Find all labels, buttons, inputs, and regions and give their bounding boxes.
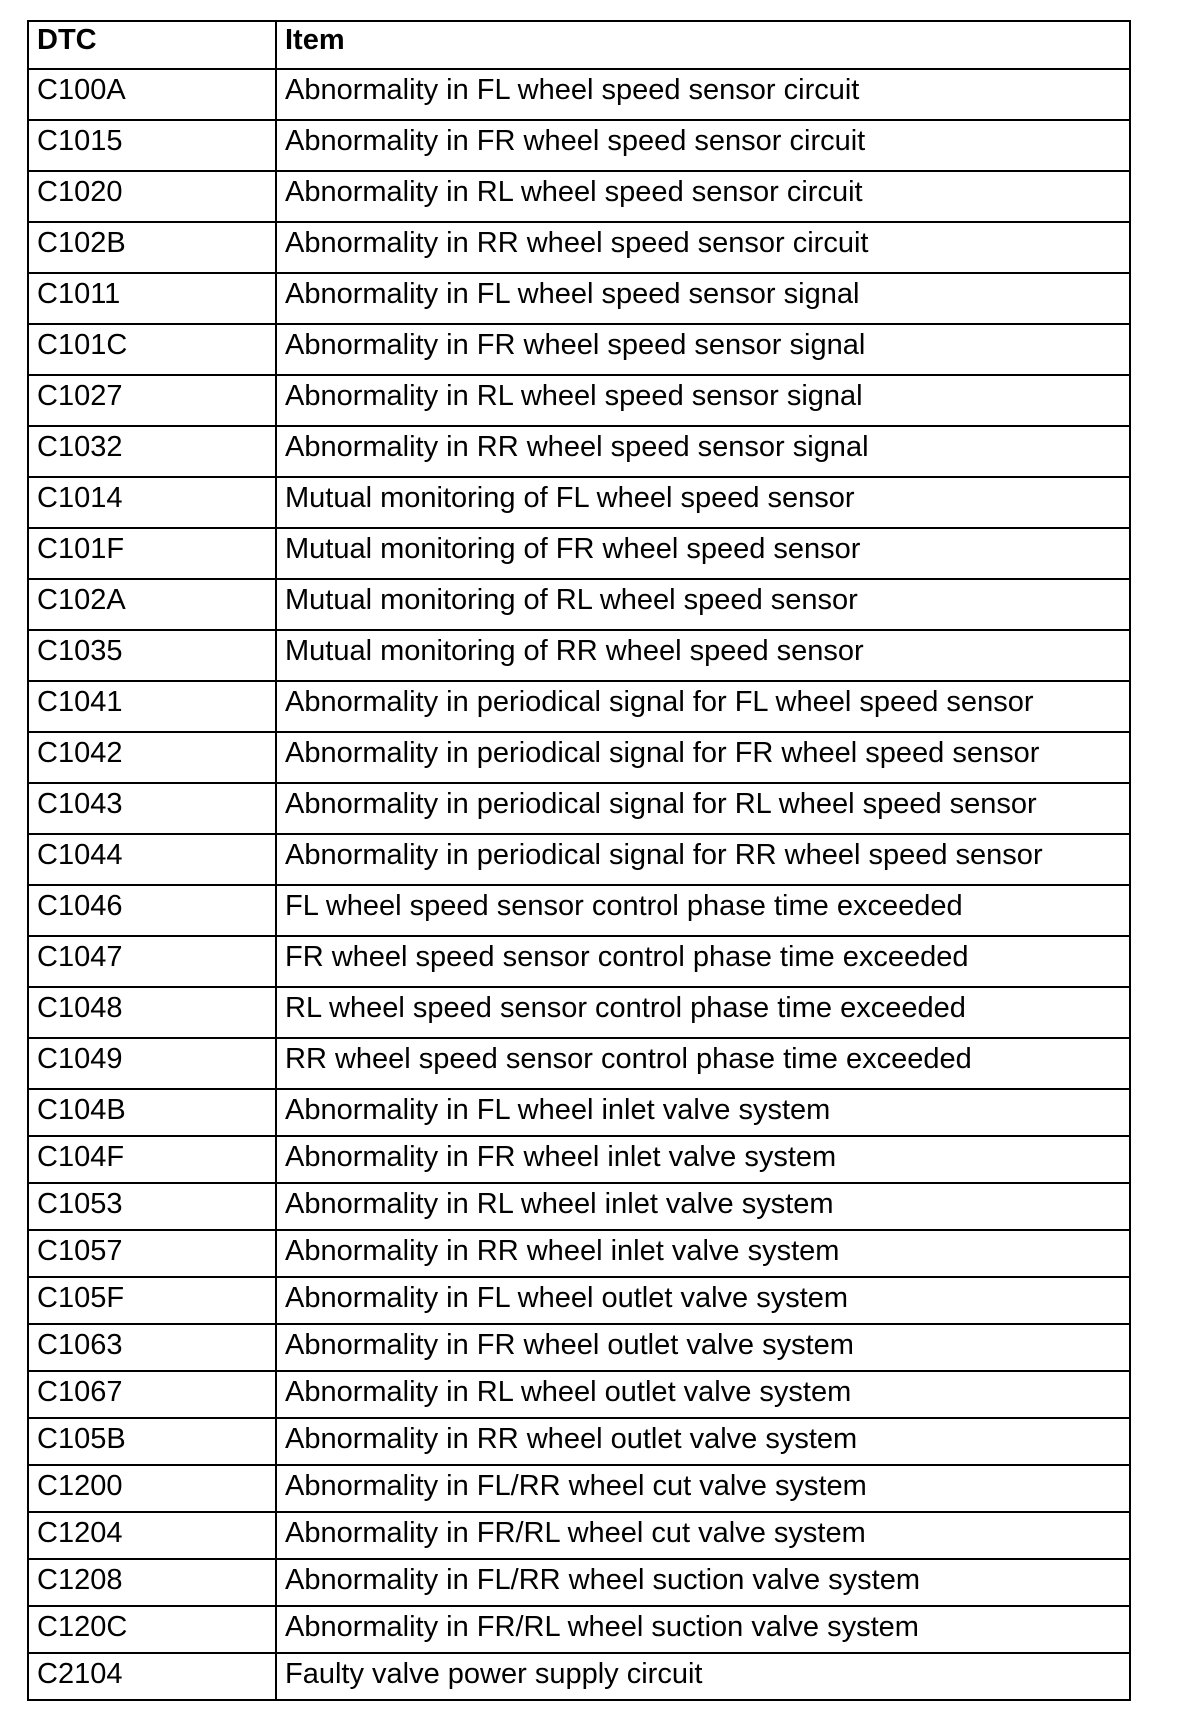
table-row [28, 375, 1130, 426]
dtc-item-cell: FR wheel speed sensor control phase time exceeded [276, 936, 1130, 987]
dtc-code-cell: C1204 [28, 1512, 276, 1559]
dtc-item-cell: Abnormality in FL/RR wheel suction valve system [276, 1559, 1130, 1606]
table-row [28, 171, 1130, 222]
dtc-item-cell: Abnormality in FR/RL wheel suction valve system [276, 1606, 1130, 1653]
dtc-code-cell: C102B [28, 222, 276, 273]
dtc-code-cell: C1208 [28, 1559, 276, 1606]
dtc-item-cell: Mutual monitoring of FL wheel speed sensor [276, 477, 1130, 528]
dtc-code-cell: C104B [28, 1089, 276, 1136]
dtc-item-cell: Abnormality in RL wheel speed sensor signal [276, 375, 1130, 426]
table-row [28, 69, 1130, 120]
header-row [28, 21, 1130, 69]
table-row [28, 1371, 1130, 1418]
dtc-item-cell: Abnormality in FL wheel speed sensor signal [276, 273, 1130, 324]
dtc-code-cell: C1041 [28, 681, 276, 732]
dtc-code-cell: C1200 [28, 1465, 276, 1512]
dtc-code-cell: C1053 [28, 1183, 276, 1230]
dtc-item-cell: Mutual monitoring of RR wheel speed sensor [276, 630, 1130, 681]
dtc-code-cell: C1020 [28, 171, 276, 222]
table-row [28, 783, 1130, 834]
dtc-code-cell: C120C [28, 1606, 276, 1653]
dtc-item-cell: RL wheel speed sensor control phase time exceeded [276, 987, 1130, 1038]
dtc-item-cell: Abnormality in periodical signal for FR wheel speed sensor [276, 732, 1130, 783]
dtc-item-cell: Abnormality in periodical signal for RL wheel speed sensor [276, 783, 1130, 834]
table-row [28, 222, 1130, 273]
table-row [28, 1606, 1130, 1653]
table-row [28, 324, 1130, 375]
dtc-code-cell: C1057 [28, 1230, 276, 1277]
table-row [28, 834, 1130, 885]
dtc-item-cell: Faulty valve power supply circuit [276, 1653, 1130, 1700]
dtc-code-cell: C1049 [28, 1038, 276, 1089]
dtc-code-cell: C1042 [28, 732, 276, 783]
dtc-code-cell: C101F [28, 528, 276, 579]
dtc-code-cell: C2104 [28, 1653, 276, 1700]
dtc-item-cell: Abnormality in periodical signal for RR wheel speed sensor [276, 834, 1130, 885]
dtc-item-cell: Abnormality in RR wheel outlet valve system [276, 1418, 1130, 1465]
dtc-code-cell: C102A [28, 579, 276, 630]
table-row [28, 1653, 1130, 1700]
dtc-code-cell: C1046 [28, 885, 276, 936]
dtc-item-cell: Abnormality in periodical signal for FL wheel speed sensor [276, 681, 1130, 732]
dtc-code-cell: C105F [28, 1277, 276, 1324]
dtc-code-cell: C105B [28, 1418, 276, 1465]
dtc-item-cell: Abnormality in FL wheel inlet valve system [276, 1089, 1130, 1136]
dtc-code-cell: C1015 [28, 120, 276, 171]
table-row [28, 1418, 1130, 1465]
dtc-item-cell: RR wheel speed sensor control phase time exceeded [276, 1038, 1130, 1089]
table-row [28, 681, 1130, 732]
dtc-code-cell: C1011 [28, 273, 276, 324]
dtc-item-cell: Abnormality in FL wheel outlet valve system [276, 1277, 1130, 1324]
dtc-code-cell: C1035 [28, 630, 276, 681]
dtc-code-cell: C1014 [28, 477, 276, 528]
dtc-code-cell: C101C [28, 324, 276, 375]
dtc-table [27, 20, 1131, 1701]
table-row [28, 579, 1130, 630]
table-row [28, 477, 1130, 528]
table-row [28, 885, 1130, 936]
dtc-item-cell: Abnormality in FR wheel inlet valve system [276, 1136, 1130, 1183]
dtc-code-cell: C1027 [28, 375, 276, 426]
dtc-code-cell: C1044 [28, 834, 276, 885]
table-row [28, 1038, 1130, 1089]
table-row [28, 273, 1130, 324]
dtc-item-cell: Abnormality in RL wheel inlet valve system [276, 1183, 1130, 1230]
dtc-item-cell: Mutual monitoring of RL wheel speed sensor [276, 579, 1130, 630]
table-row [28, 1559, 1130, 1606]
dtc-code-cell: C100A [28, 69, 276, 120]
table-header [28, 21, 1130, 69]
table-row [28, 732, 1130, 783]
dtc-item-cell: FL wheel speed sensor control phase time exceeded [276, 885, 1130, 936]
table-body [28, 69, 1130, 1700]
dtc-item-cell: Abnormality in FR wheel speed sensor signal [276, 324, 1130, 375]
dtc-item-cell: Abnormality in FR wheel speed sensor circuit [276, 120, 1130, 171]
table-row [28, 1324, 1130, 1371]
header-item: Item [276, 21, 1130, 69]
dtc-code-cell: C1048 [28, 987, 276, 1038]
table-row [28, 1465, 1130, 1512]
dtc-item-cell: Abnormality in FR wheel outlet valve system [276, 1324, 1130, 1371]
table-row [28, 936, 1130, 987]
dtc-item-cell: Abnormality in RR wheel speed sensor signal [276, 426, 1130, 477]
table-row [28, 630, 1130, 681]
dtc-item-cell: Abnormality in FR/RL wheel cut valve system [276, 1512, 1130, 1559]
dtc-item-cell: Abnormality in RL wheel outlet valve system [276, 1371, 1130, 1418]
dtc-item-cell: Mutual monitoring of FR wheel speed sensor [276, 528, 1130, 579]
dtc-item-cell: Abnormality in RR wheel inlet valve system [276, 1230, 1130, 1277]
table-row [28, 1183, 1130, 1230]
table-row [28, 426, 1130, 477]
dtc-code-cell: C1063 [28, 1324, 276, 1371]
table-row [28, 1277, 1130, 1324]
dtc-code-cell: C1047 [28, 936, 276, 987]
table-row [28, 987, 1130, 1038]
dtc-code-cell: C104F [28, 1136, 276, 1183]
dtc-item-cell: Abnormality in RL wheel speed sensor circuit [276, 171, 1130, 222]
table-row [28, 1136, 1130, 1183]
dtc-code-cell: C1032 [28, 426, 276, 477]
header-dtc: DTC [28, 21, 276, 69]
table-row [28, 1089, 1130, 1136]
dtc-item-cell: Abnormality in FL wheel speed sensor circuit [276, 69, 1130, 120]
dtc-code-cell: C1067 [28, 1371, 276, 1418]
table-row [28, 1230, 1130, 1277]
dtc-item-cell: Abnormality in FL/RR wheel cut valve system [276, 1465, 1130, 1512]
dtc-code-cell: C1043 [28, 783, 276, 834]
table-row [28, 1512, 1130, 1559]
table-row [28, 120, 1130, 171]
dtc-item-cell: Abnormality in RR wheel speed sensor circuit [276, 222, 1130, 273]
table-row [28, 528, 1130, 579]
